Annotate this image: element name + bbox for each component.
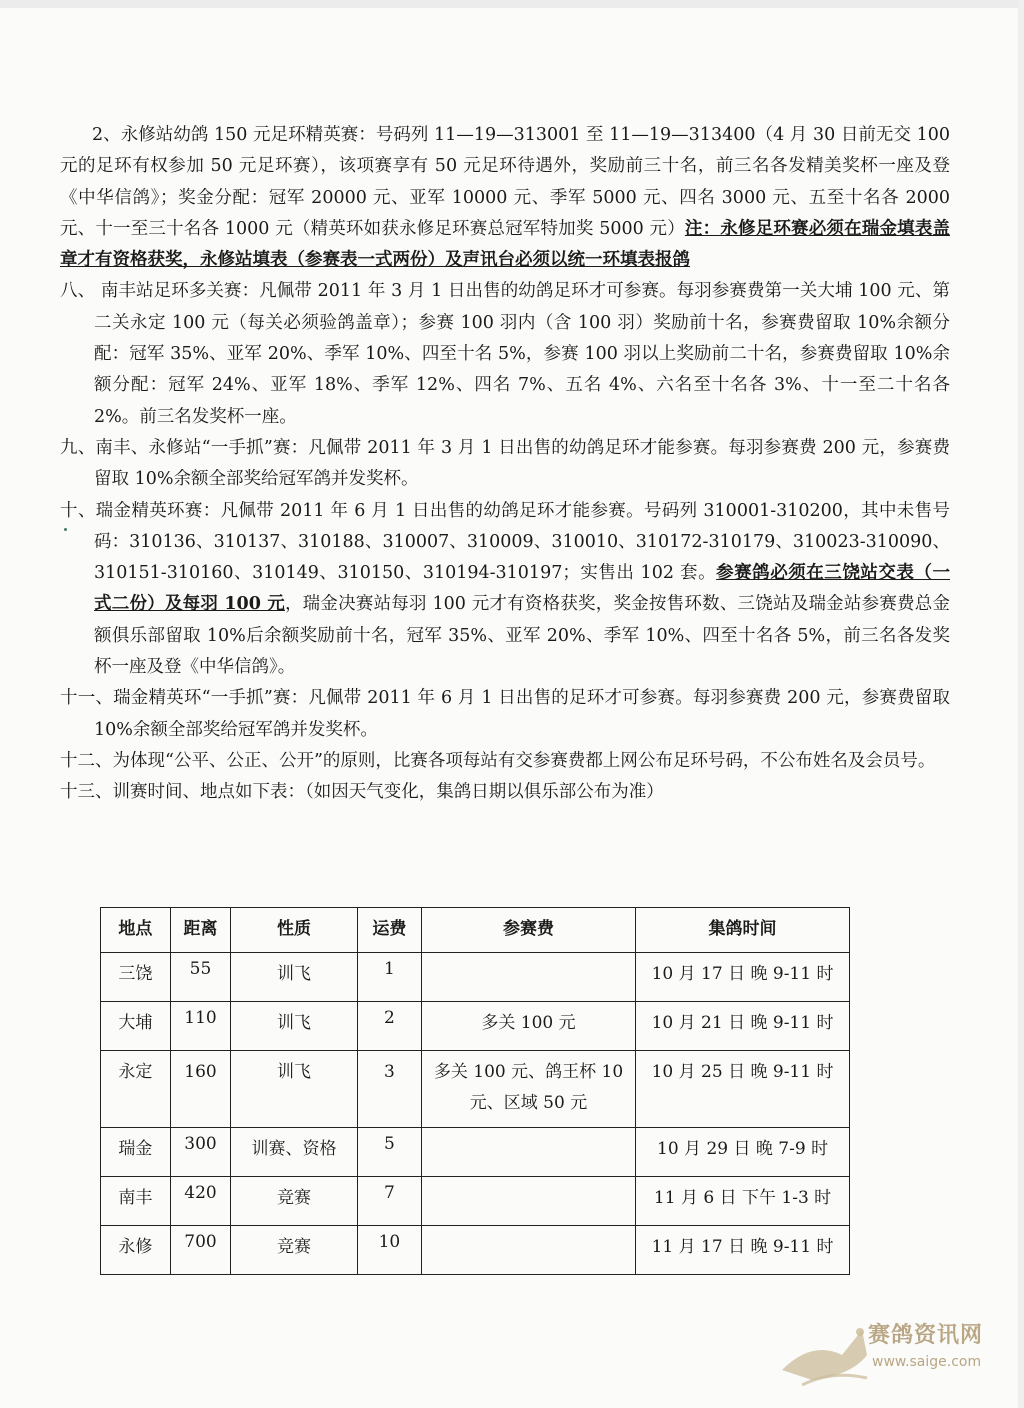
watermark-site-name: 赛鸽资讯网 [868, 1323, 984, 1348]
cell-distance: 55 [170, 953, 230, 1002]
paragraph-8: 八、 南丰站足环多关赛：凡佩带 2011 年 3 月 1 日出售的幼鸽足环才可参赛。每羽参赛费第一关大埔 100 元、第二关永定 100 元（每关必须验鸽盖章）；参赛 100 羽内（含 100 羽）奖励前十名，参赛费留取 10%余额分配：冠军 35%、亚军 20%、季军 10%、四至十名 5%，参赛 100 羽以上奖励前二十名，参赛费留取 10%余额分配：冠军 24%、亚军 18%、季军 12%、四名 7%、五名 4%、六名至十名各 3%、十一至二十名各 2%。前三名发奖杯一座。 [60, 281, 950, 427]
cell-distance: 300 [170, 1128, 230, 1177]
table-row [101, 1226, 850, 1275]
cell-location: 永定 [101, 1051, 171, 1128]
table-row [101, 1002, 850, 1051]
table-row [101, 1177, 850, 1226]
cell-entry-fee [421, 1226, 635, 1275]
document-body [60, 120, 950, 809]
paragraph-2-note: 注：永修足环赛必须在瑞金填表盖章才有资格获奖，永修站填表（参赛表一式两份）及声讯台必须以统一环填表报鸽 [60, 218, 951, 271]
scan-edge-right [1018, 0, 1024, 1408]
header-freight: 运费 [357, 908, 421, 953]
cell-entry-fee [421, 1128, 635, 1177]
cell-freight: 2 [357, 1002, 421, 1051]
paragraph-10-a: 十、瑞金精英环赛：凡佩带 2011 年 6 月 1 日出售的幼鸽足环才能参赛。号码列 310001-310200，其中未售号码：310136、310137、310188、310007、310009、310010、310172-310179、310023-310090、310151-310160、310149、310150、310194-310197；实售出 102 套。 [60, 500, 950, 584]
paragraph-10 [60, 496, 950, 684]
cell-collection-time: 11 月 6 日 下午 1-3 时 [636, 1177, 850, 1226]
cell-collection-time: 10 月 29 日 晚 7-9 时 [636, 1128, 850, 1177]
cell-entry-fee: 多关 100 元 [421, 1002, 635, 1051]
table-header-row [101, 908, 850, 953]
cell-freight: 3 [357, 1051, 421, 1128]
cell-freight: 10 [357, 1226, 421, 1275]
paragraph-2 [60, 120, 950, 276]
paragraph-12: 十二、为体现“公平、公正、公开”的原则，比赛各项每站有交参赛费都上网公布足环号码，不公布姓名及会员号。 [60, 750, 936, 771]
cell-freight: 5 [357, 1128, 421, 1177]
cell-collection-time: 10 月 25 日 晚 9-11 时 [636, 1051, 850, 1128]
header-collection-time: 集鸽时间 [636, 908, 850, 953]
cell-type: 训飞 [231, 953, 358, 1002]
cell-location: 南丰 [101, 1177, 171, 1226]
header-location: 地点 [101, 908, 171, 953]
cell-freight: 1 [357, 953, 421, 1002]
table-row [101, 1051, 850, 1128]
paragraph-9: 九、南丰、永修站“一手抓”赛：凡佩带 2011 年 3 月 1 日出售的幼鸽足环才能参赛。每羽参赛费 200 元，参赛费留取 10%余额全部奖给冠军鸽并发奖杯。 [60, 437, 950, 490]
watermark-url: www.saige.com [872, 1354, 982, 1370]
scan-edge-top [0, 0, 1024, 8]
cell-location: 瑞金 [101, 1128, 171, 1177]
table-row [101, 1128, 850, 1177]
cell-collection-time: 10 月 17 日 晚 9-11 时 [636, 953, 850, 1002]
cell-freight: 7 [357, 1177, 421, 1226]
cell-type: 训赛、资格 [231, 1128, 358, 1177]
cell-distance: 160 [170, 1051, 230, 1128]
cell-distance: 700 [170, 1226, 230, 1275]
paragraph-11: 十一、瑞金精英环“一手抓”赛：凡佩带 2011 年 6 月 1 日出售的足环才可参赛。每羽参赛费 200 元，参赛费留取 10%余额全部奖给冠军鸽并发奖杯。 [60, 688, 950, 740]
cell-type: 竞赛 [231, 1177, 358, 1226]
schedule-table [100, 907, 850, 1275]
cell-location: 永修 [101, 1226, 171, 1275]
cell-type: 竞赛 [231, 1226, 358, 1275]
header-entry-fee: 参赛费 [421, 908, 635, 953]
cell-type: 训飞 [231, 1051, 358, 1128]
paragraph-13: 十三、训赛时间、地点如下表：（如因天气变化，集鸽日期以俱乐部公布为准） [60, 782, 664, 803]
scan-speck [64, 528, 67, 531]
cell-location: 三饶 [101, 953, 171, 1002]
cell-distance: 110 [170, 1002, 230, 1051]
cell-type: 训飞 [231, 1002, 358, 1051]
header-distance: 距离 [170, 908, 230, 953]
paragraph-10-b: ，瑞金决赛站每羽 100 元才有资格获奖，奖金按售环数、三饶站及瑞金站参赛费总金额俱乐部留取 10%后余额奖励前十名，冠军 35%、亚军 20%、季军 10%、四至十名各 5%，前三名各发奖杯一座及登《中华信鸽》。 [94, 594, 950, 678]
header-type: 性质 [231, 908, 358, 953]
cell-collection-time: 10 月 21 日 晚 9-11 时 [636, 1002, 850, 1051]
cell-location: 大埔 [101, 1002, 171, 1051]
cell-entry-fee [421, 953, 635, 1002]
cell-collection-time: 11 月 17 日 晚 9-11 时 [636, 1226, 850, 1275]
cell-entry-fee: 多关 100 元、鸽王杯 10 元、区域 50 元 [421, 1051, 635, 1128]
cell-entry-fee [421, 1177, 635, 1226]
watermark-bird-logo [772, 1300, 1002, 1400]
paragraph-2-text: 2、永修站幼鸽 150 元足环精英赛：号码列 11—19—313001 至 11—19—313400（4 月 30 日前无交 100 元的足环有权参加 50 元足环赛），该项赛享有 50 元足环待遇外，奖励前三十名，前三名各发精美奖杯一座及登《中华信鸽》；奖金分配：冠军 20000 元、亚军 10000 元、季军 5000 元、四名 3000 元、五至十名各 2000 元、十一至三十名各 1000 元（精英环如获永修足环赛总冠军特加奖 5000 元） [60, 125, 950, 239]
table-row [101, 953, 850, 1002]
cell-distance: 420 [170, 1177, 230, 1226]
paragraph-10-bold: 参赛鸽必须在三饶站交表（一式二份）及每羽 100 元 [94, 563, 950, 615]
